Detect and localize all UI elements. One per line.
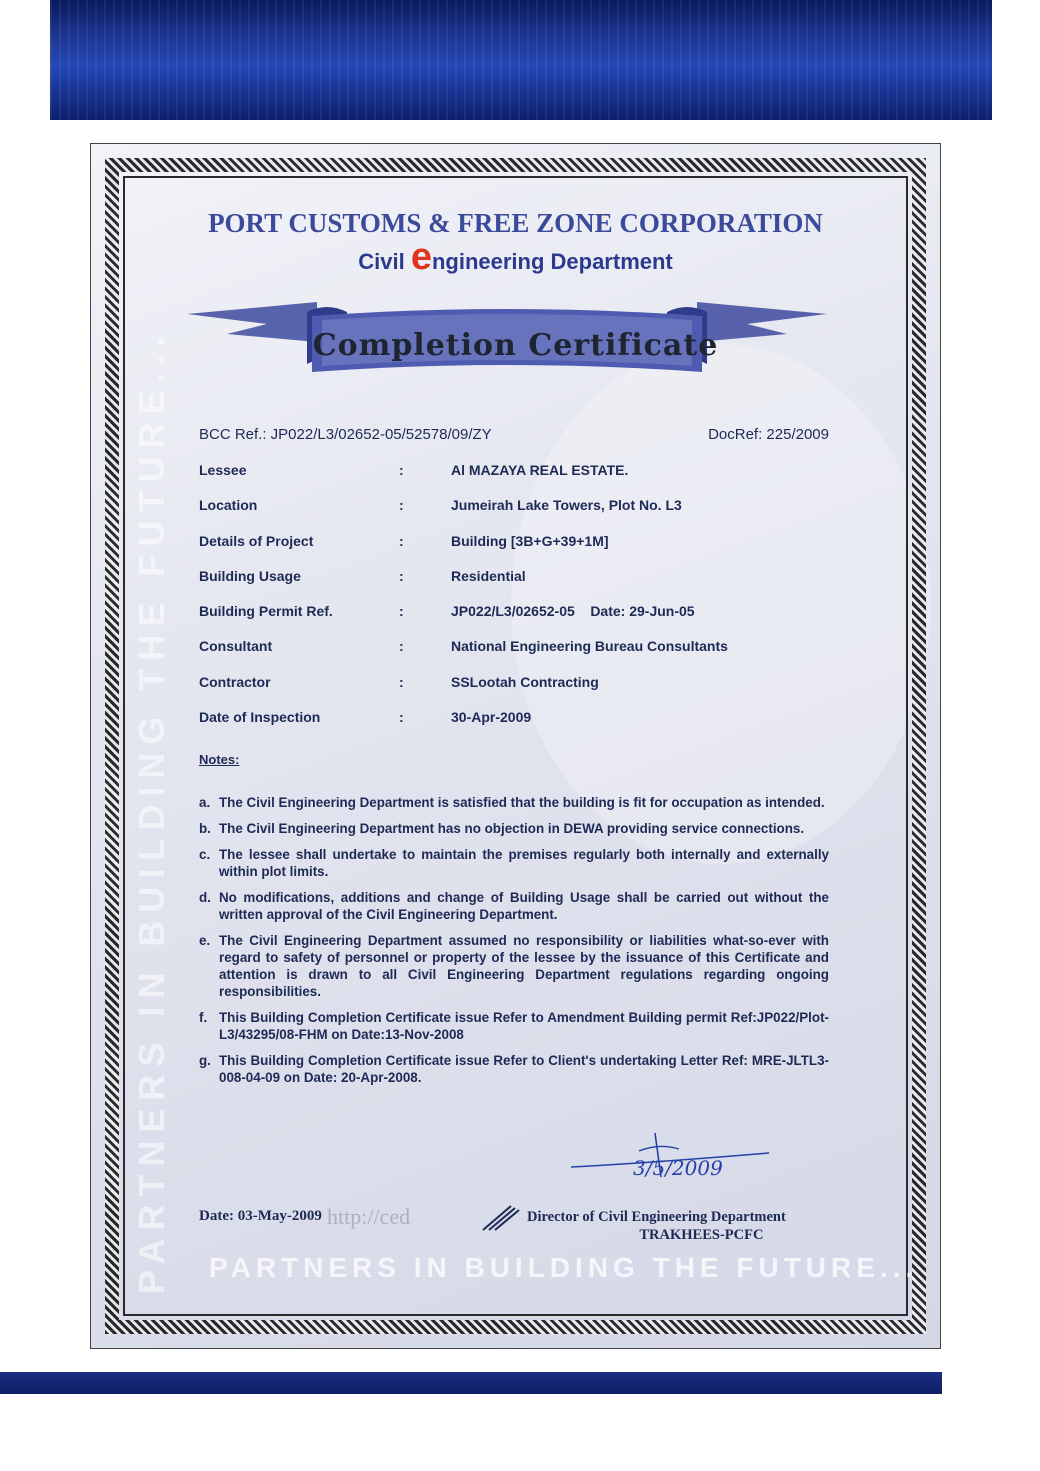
detail-row — [199, 638, 829, 673]
detail-value: National Engineering Bureau Consultants — [451, 638, 728, 655]
detail-value: Jumeirah Lake Towers, Plot No. L3 — [451, 497, 682, 514]
detail-colon: : — [399, 709, 404, 726]
detail-value: Building [3B+G+39+1M] — [451, 532, 609, 549]
detail-row — [199, 533, 829, 568]
handwritten-date: 3/5/2009 — [633, 1156, 723, 1180]
certificate-title: Completion Certificate — [312, 328, 719, 363]
note-text: The Civil Engineering Department assumed no responsibility or liabilities what-so-ever with regard to safety of personnel or property of the lessee by the issuance of this Certificate and attention is drawn to all Civil Engineering Department regulations regarding ongoing responsibilities. — [219, 933, 829, 999]
detail-label: Contractor — [199, 673, 271, 690]
detail-row — [199, 568, 829, 603]
detail-label: Location — [199, 497, 258, 514]
note-item — [199, 846, 829, 880]
detail-colon: : — [399, 673, 404, 690]
note-text: The lessee shall undertake to maintain the premises regularly both internally and externally within plot limits. — [219, 847, 829, 879]
top-banner — [50, 0, 992, 120]
note-text: This Building Completion Certificate issue Refer to Client's undertaking Letter Ref: MRE-JLTL3-008-04-09 on Date: 20-Apr-2008. — [219, 1053, 829, 1085]
watermark-bottom-text: PARTNERS IN BUILDING THE FUTURE... — [209, 1252, 919, 1283]
detail-colon: : — [399, 638, 404, 655]
note-item — [199, 794, 829, 811]
note-letter: g. — [199, 1053, 211, 1068]
note-text: This Building Completion Certificate issue Refer to Amendment Building permit Ref:JP022/Plot-L3/43295/08-FHM on Date:13-Nov-2008 — [219, 1010, 829, 1042]
signatory-block — [527, 1208, 786, 1244]
detail-row — [199, 497, 829, 532]
detail-value: Residential — [451, 567, 526, 584]
e-logo-icon: e — [410, 236, 432, 278]
detail-value: Al MAZAYA REAL ESTATE. — [451, 462, 629, 478]
note-letter: d. — [199, 890, 211, 905]
organization-title: PORT CUSTOMS & FREE ZONE CORPORATION — [208, 208, 823, 238]
watermark-vertical-text: PARTNERS IN BUILDING THE FUTURE... — [131, 328, 172, 1294]
detail-row — [199, 603, 829, 638]
detail-label: Consultant — [199, 638, 273, 655]
note-letter: e. — [199, 933, 211, 948]
bottom-bar — [0, 1372, 942, 1394]
note-letter: a. — [199, 795, 211, 810]
note-letter: c. — [199, 847, 211, 862]
bcc-ref: BCC Ref.: JP022/L3/02652-05/52578/09/ZY — [199, 426, 492, 443]
detail-value: JP022/L3/02652-05 Date: 29-Jun-05 — [451, 603, 695, 620]
detail-colon: : — [399, 603, 404, 620]
detail-value: SSLootah Contracting — [451, 673, 599, 690]
note-text: No modifications, additions and change of Building Usage shall be carried out without the written approval of the Civil Engineering Department. — [219, 890, 829, 922]
note-text: The Civil Engineering Department is satisfied that the building is fit for occupation as intended. — [219, 795, 825, 810]
signatory-title: Director of Civil Engineering Department — [527, 1209, 786, 1225]
detail-row — [199, 674, 829, 709]
note-item — [199, 889, 829, 923]
detail-value: 30-Apr-2009 — [451, 709, 532, 726]
signatory-org: TRAKHEES-PCFC — [639, 1227, 764, 1243]
signature-stroke-icon — [481, 1202, 521, 1232]
detail-label: Details of Project — [199, 532, 314, 549]
detail-colon: : — [399, 497, 404, 514]
detail-row — [199, 709, 829, 744]
detail-label: Date of Inspection — [199, 709, 321, 726]
department-prefix: Civil — [358, 249, 411, 274]
doc-ref: DocRef: 225/2009 — [708, 426, 829, 443]
note-letter: f. — [199, 1010, 208, 1025]
department-rest: ngineering Department — [431, 249, 673, 274]
note-item — [199, 820, 829, 837]
note-letter: b. — [199, 821, 211, 836]
note-item — [199, 932, 829, 1000]
detail-label: Building Permit Ref. — [199, 603, 333, 620]
issue-date: Date: 03-May-2009 — [199, 1208, 322, 1224]
completion-certificate — [90, 143, 941, 1349]
url-watermark: http://ced — [327, 1204, 411, 1229]
detail-colon: : — [399, 532, 404, 549]
notes-list — [199, 794, 829, 1095]
notes-heading: Notes: — [199, 752, 240, 767]
note-item — [199, 1052, 829, 1086]
department-name — [91, 236, 940, 278]
detail-label: Building Usage — [199, 567, 301, 584]
detail-colon: : — [399, 462, 404, 478]
detail-colon: : — [399, 567, 404, 584]
note-text: The Civil Engineering Department has no objection in DEWA providing service connections. — [219, 821, 805, 836]
note-item — [199, 1009, 829, 1043]
detail-label: Lessee — [199, 462, 247, 478]
details-table — [199, 462, 829, 744]
detail-row — [199, 462, 829, 497]
